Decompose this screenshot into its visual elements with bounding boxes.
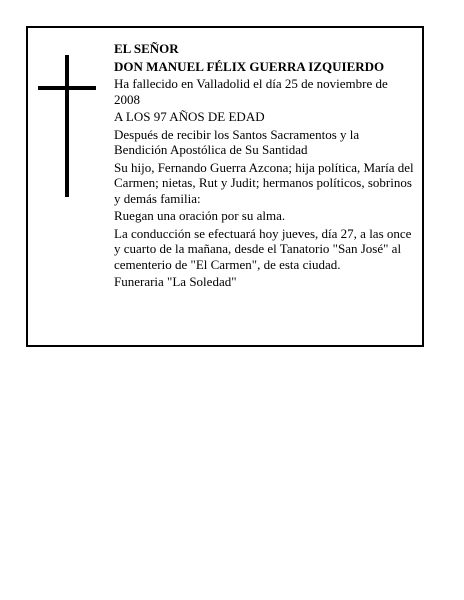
deceased-name: DON MANUEL FÉLIX GUERRA IZQUIERDO [114, 58, 385, 74]
obituary-notice [26, 26, 424, 347]
sacraments-line: Después de recibir los Santos Sacramentos y la Bendición Apostólica de Su Santidad [114, 126, 360, 157]
funeral-home-line: Funeraria "La Soledad" [114, 274, 237, 289]
title-line-1: EL SEÑOR [114, 41, 179, 56]
cross-vertical-bar [65, 55, 69, 197]
death-line: Ha fallecido en Valladolid el día 25 de noviembre de 2008 [114, 76, 388, 107]
cross-icon [38, 55, 96, 197]
prayer-line: Ruegan una oración por su alma. [114, 208, 286, 223]
age-line: A LOS 97 AÑOS DE EDAD [114, 109, 265, 124]
cross-horizontal-bar [38, 86, 96, 90]
funeral-line: La conducción se efectuará hoy jueves, día 27, a las once y cuarto de la mañana, desde el Tanatorio "San José" al cementerio de "El Carmen", de esta ciudad. [114, 225, 412, 272]
obituary-text [114, 41, 414, 292]
family-line: Su hijo, Fernando Guerra Azcona; hija política, María del Carmen; nietas, Rut y Judit; hermanos políticos, sobrinos y demás familia: [114, 159, 414, 206]
